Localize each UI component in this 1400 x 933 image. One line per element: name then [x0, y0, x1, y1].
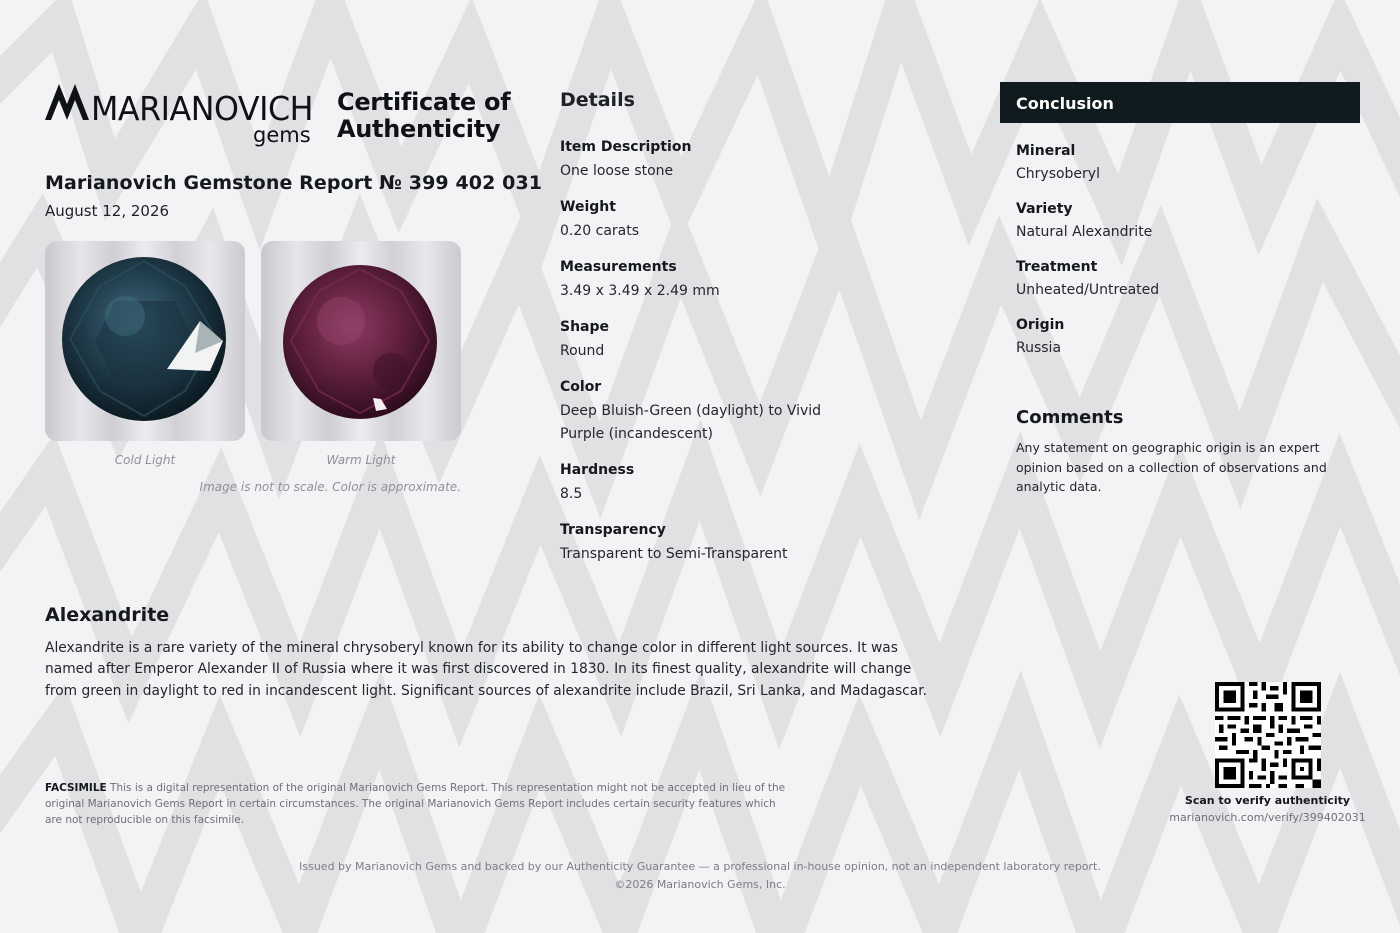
field-value: Natural Alexandrite — [1016, 224, 1153, 240]
field-label: Item Description — [560, 139, 692, 155]
report-title: Marianovich Gemstone Report № 399 402 031 — [45, 172, 543, 194]
conclusion-treatment — [1016, 258, 1356, 302]
field-value: 8.5 — [560, 486, 583, 502]
field-value: Round — [560, 343, 605, 359]
scale-note: Image is not to scale. Color is approximate. — [199, 480, 461, 494]
conclusion-variety — [1016, 200, 1356, 244]
detail-hardness — [560, 461, 890, 506]
detail-color — [560, 378, 890, 446]
detail-item-description — [560, 138, 890, 183]
certificate-title-line2: Authenticity — [337, 115, 501, 143]
comments-text: Any statement on geographic origin is an expert opinion based on a collection of observations and analytic data. — [1016, 440, 1327, 494]
field-value: Unheated/Untreated — [1016, 282, 1160, 298]
field-value: Chrysoberyl — [1016, 166, 1100, 182]
conclusion-header: Conclusion — [1000, 82, 1360, 123]
qr-caption: Scan to verify authenticity — [1184, 794, 1351, 807]
field-value: Russia — [1016, 340, 1062, 356]
field-label: Treatment — [1016, 259, 1098, 275]
field-value: Transparent to Semi-Transparent — [560, 546, 788, 562]
certificate-title-line1: Certificate of — [337, 88, 511, 116]
detail-transparency — [560, 521, 890, 566]
qr-code-icon[interactable] — [1215, 682, 1321, 788]
detail-measurements — [560, 258, 890, 303]
detail-shape — [560, 318, 890, 363]
field-label: Transparency — [560, 522, 666, 538]
comments-heading: Comments — [1016, 407, 1124, 428]
field-value: 0.20 carats — [560, 223, 640, 239]
verify-link[interactable]: marianovich.com/verify/399402031 — [1169, 811, 1366, 824]
report-date: August 12, 2026 — [45, 202, 170, 220]
footer-issued: Issued by Marianovich Gems and backed by our Authenticity Guarantee — a professional in-house opinion, not an independent laboratory report. — [299, 860, 1101, 873]
field-label: Mineral — [1016, 143, 1076, 159]
field-value: One loose stone — [560, 163, 674, 179]
footer-copyright: ©2026 Marianovich Gems, Inc. — [614, 878, 786, 891]
facsimile-label: FACSIMILE — [45, 782, 107, 794]
field-label: Color — [560, 379, 602, 395]
field-label: Shape — [560, 319, 610, 335]
conclusion-list — [1016, 142, 1356, 374]
detail-weight — [560, 198, 890, 243]
warm-light-caption: Warm Light — [326, 453, 396, 467]
field-value: Deep Bluish-Green (daylight) to Vivid Purple (incandescent) — [560, 403, 822, 442]
about-text: Alexandrite is a rare variety of the mineral chrysoberyl known for its ability to change color in different light sources. It was named after Emperor Alexander II of Russia where it was first discovered in 1830. In its finest quality, alexandrite will change from green in daylight to red in incandescent light. Significant sources of alexandrite include Brazil, Sri Lanka, and Madagascar. — [45, 640, 928, 699]
certificate-title — [337, 89, 537, 143]
field-label: Variety — [1016, 201, 1073, 217]
logo-wordmark: MARIANOVICH — [91, 89, 313, 128]
cold-light-caption: Cold Light — [114, 453, 176, 467]
field-label: Hardness — [560, 462, 635, 478]
alexandrite-warm-light-image — [261, 241, 461, 441]
facsimile-notice — [45, 780, 790, 828]
details-list — [560, 138, 890, 581]
field-value: 3.49 x 3.49 x 2.49 mm — [560, 283, 720, 299]
marianovich-logo — [45, 82, 315, 148]
logo-sub: gems — [253, 123, 311, 147]
conclusion-mineral — [1016, 142, 1356, 186]
field-label: Origin — [1016, 317, 1065, 333]
alexandrite-cold-light-image — [45, 241, 245, 441]
field-label: Measurements — [560, 259, 677, 275]
field-label: Weight — [560, 199, 616, 215]
conclusion-origin — [1016, 316, 1356, 360]
about-heading: Alexandrite — [45, 604, 170, 626]
details-heading: Details — [560, 89, 635, 111]
facsimile-text: This is a digital representation of the original Marianovich Gems Report. This representation might not be accepted in lieu of the original Marianovich Gems Report in certain circumstances. The original Marianovich Gems Report includes certain security features which are not reproducible on this facsimile. — [45, 782, 786, 826]
